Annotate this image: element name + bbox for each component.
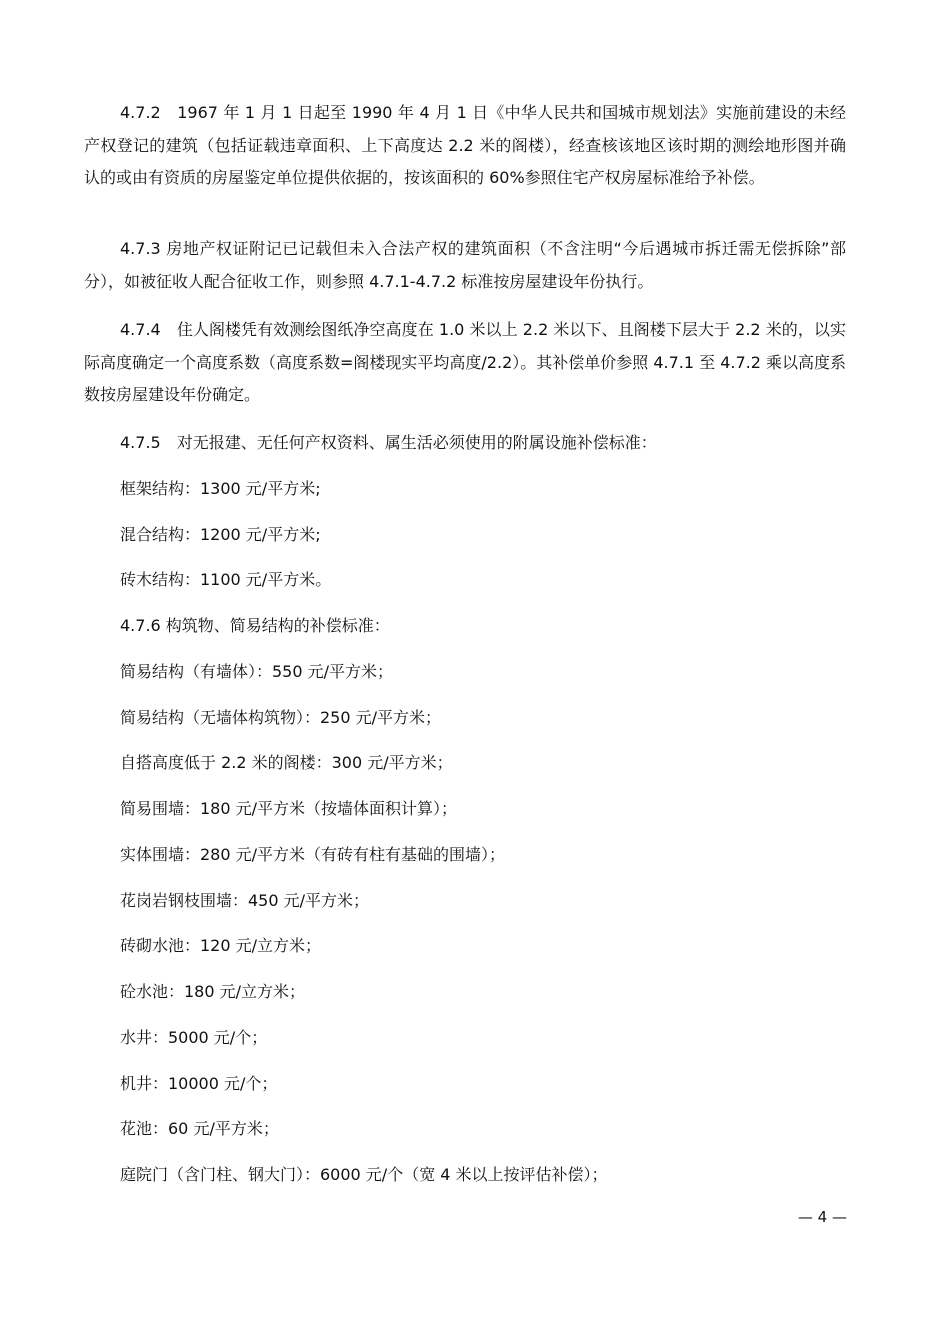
list-item: 自搭高度低于 2.2 米的阁楼：300 元/平方米； — [120, 753, 453, 772]
list-item: 框架结构：1300 元/平方米; — [120, 479, 321, 498]
paragraph-4-7-3: 4.7.3 房地产权证附记已记载但未入合法产权的建筑面积（不含注明“今后遇城市拆迁需无偿拆除”部分），如被征收人配合征收工作，则参照 4.7.1-4.7.2 标准按房屋建设年份执行。 — [84, 239, 846, 291]
heading-4-7-5: 4.7.5 对无报建、无任何产权资料、属生活必须使用的附属设施补偿标准： — [120, 433, 657, 452]
list-item: 机井：10000 元/个； — [120, 1074, 278, 1093]
list-item: 简易结构（无墙体构筑物）：250 元/平方米； — [120, 708, 442, 727]
paragraph-4-7-2: 4.7.2 1967 年 1 月 1 日起至 1990 年 4 月 1 日《中华人民共和国城市规划法》实施前建设的未经产权登记的建筑（包括证载违章面积、上下高度达 2.2 米的阁楼），经查核该地区该时期的测绘地形图并确认的或由有资质的房屋鉴定单位提供依据的，按该面积的 60%参照住宅产权房屋标准给予补偿。 — [84, 103, 846, 187]
list-item: 砖砌水池：120 元/立方米； — [120, 936, 322, 955]
list-item: 简易结构（有墙体）：550 元/平方米； — [120, 662, 394, 681]
page-number: — 4 — — [797, 1208, 847, 1226]
list-item: 庭院门（含门柱、钢大门）：6000 元/个（宽 4 米以上按评估补偿）； — [120, 1165, 608, 1184]
list-item: 花池：60 元/平方米； — [120, 1119, 279, 1138]
list-item: 砖木结构：1100 元/平方米。 — [120, 570, 332, 589]
list-item: 砼水池：180 元/立方米； — [120, 982, 306, 1001]
list-item: 实体围墙：280 元/平方米（有砖有柱有基础的围墙）； — [120, 845, 506, 864]
list-item: 花岗岩钢枝围墙：450 元/平方米； — [120, 891, 370, 910]
list-item: 水井：5000 元/个； — [120, 1028, 268, 1047]
paragraph-4-7-4: 4.7.4 住人阁楼凭有效测绘图纸净空高度在 1.0 米以上 2.2 米以下、且阁楼下层大于 2.2 米的，以实际高度确定一个高度系数（高度系数=阁楼现实平均高度/2.2）。其补偿单价参照 4.7.1 至 4.7.2 乘以高度系数按房屋建设年份确定。 — [84, 320, 847, 404]
heading-4-7-6: 4.7.6 构筑物、简易结构的补偿标准： — [120, 616, 390, 635]
list-item: 简易围墙：180 元/平方米（按墙体面积计算）； — [120, 799, 458, 818]
list-item: 混合结构：1200 元/平方米; — [120, 525, 321, 544]
